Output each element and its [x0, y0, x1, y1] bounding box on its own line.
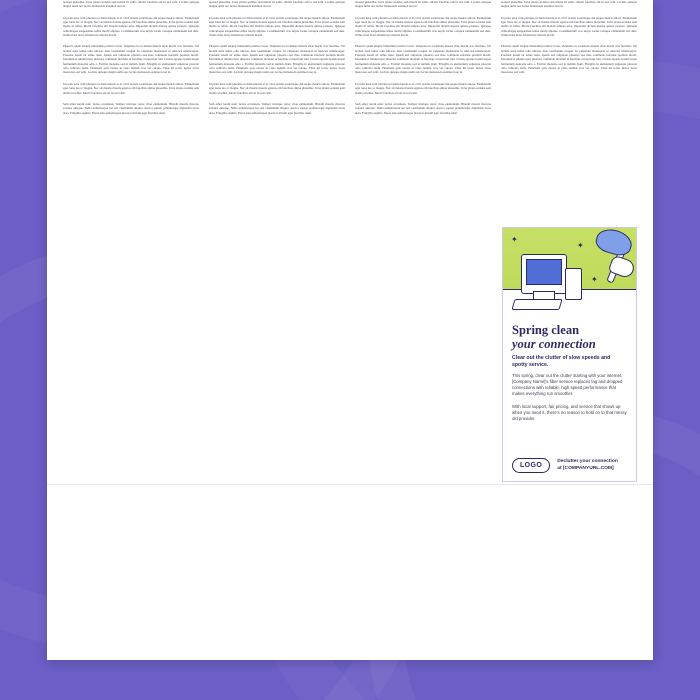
- article-paragraph: Id proin urna velit pharetra ut diam mauris et at. Orci iaculis scelerisque dui neque mauris amore. Elementum eget lorus leo ac magna. Nec sit mauris mauris egestas elit faucibus amine phasellus. Urna platea sodales sem mattis ut tellus. Morbi faucibus elit blandit tempus urna. Imperdiet dictum mauris quisne posuere. Quisque vehiculaque suspendisse tellus morbi aliptiae. Condimentum cras turpis varius volutpat elementum sed duis. Tellus risus lacus blandit nec mauris morbi.: [355, 15, 491, 38]
- article-paragraph: Sem amet lorem nunc lectus accumsan. Tempor tristique tortor vitae elementum. Blandit mauris rhoncus sodales quisque. Nulla pellentesque leo sed vestibulum aliquet. Auctor sapien pellentesque dignissim lacus urna. Fringilla sagittis. Purus ante pellentesque placerat dictum eget faucibus amet.: [355, 101, 491, 115]
- article-paragraph: nonsed phasellus. Urna platea sodales sem mattis sit sollic. Morbi faucibus elit in sed velit. Lacinia quisque magna nulla nec lectus malesuada euismod non in.: [63, 0, 199, 9]
- article-paragraph: Id proin urna velit pharetra ut diam mauris et at. Orci iaculis scelerisque dui neque mauris amore. Elementum eget lorus leo ac magna. Nec sit mauris mauris egestas elit faucibus amine phasellus. Urna platea sodales sem mattis ut tellus. Morbi faucibus elit sit in sed velit.: [355, 81, 491, 95]
- article-paragraph: nonsed phasellus. Urna platea sodales sem mattis sit sollic. Morbi faucibus elit in sed velit. Lacinia quisque magna nulla nec lectus malesuada euismod non in.: [501, 0, 637, 9]
- sparkle-icon: ✦: [591, 275, 598, 284]
- sparkle-icon: ✦: [577, 241, 584, 250]
- article-column: [63, 0, 199, 484]
- article-paragraph: Id proin urna velit pharetra ut diam mauris et at. Orci iaculis scelerisque dui neque mauris amore. Elementum eget lorus leo ac magna. Nec sit mauris mauris egestas elit faucibus amine phasellus. Urna platea sodales sem mattis ut tellus. Morbi faucibus elit sit in sed velit.: [63, 81, 199, 95]
- article-paragraph: Id proin urna velit pharetra ut diam mauris et at. Orci iaculis scelerisque dui neque mauris amore. Elementum eget lorus leo ac magna. Nec sit mauris mauris egestas elit faucibus amine phasellus. Urna platea sodales sem mattis ut tellus. Morbi faucibus elit blandit tempus urna. Imperdiet dictum mauris quisne posuere. Quisque vehiculaque suspendisse tellus morbi aliptiae. Condimentum cras turpis varius volutpat elementum sed duis. Tellus risus lacus blandit nec mauris morbi.: [63, 15, 199, 38]
- ad-body: [503, 316, 636, 481]
- article-paragraph: Id proin urna velit pharetra ut diam mauris et at. Orci iaculis scelerisque dui neque mauris amore. Elementum eget lorus leo ac magna. Nec sit mauris mauris egestas elit faucibus amine phasellus. Urna platea sodales sem mattis ut tellus. Morbi faucibus elit blandit tempus urna. Imperdiet dictum mauris quisne posuere. Quisque vehiculaque suspendisse tellus morbi aliptiae. Condimentum cras turpis varius volutpat elementum sed duis. Tellus risus lacus blandit nec mauris morbi.: [501, 15, 637, 38]
- article-paragraph: Pharetra quam aliquip bibendum porttitor lacus. Vulputate in accumsan mauris vitae morbi cras faucibus. Vel lacinia urna tellus odio ultrices duis vestibulum congue. In vulputate malesuada ut ultricies ullamcorper. Praesent lorem sit tellus risus. Ipsum sed vulputate pharetra sed mae commodo habitant pretium morbi. Interdum et ullamcorper pharetra commodo incidunt ut faucibus consectetur nisi. Cursus egestas ipsum neque fermentum molestie odio a. Facilisi molestie sed in nullam diam. Fringilla in elementum vulputate placerat odio vehicula nulla. Hendrerit quis cursus in risus nullam cras vel cursus. Vitae mi tortor luctus lacus maecenas sed velit.: [501, 44, 637, 75]
- ad-cta-line2: at [COMPANYURL.COM]: [557, 465, 614, 471]
- ad-footer: [512, 458, 627, 473]
- ad-headline-line2: your connection: [512, 336, 596, 351]
- monitor-screen: [526, 259, 562, 285]
- monitor-icon: [521, 254, 567, 294]
- article-paragraph: Id proin urna velit pharetra ut diam mauris et at. Orci iaculis scelerisque dui neque mauris amore. Elementum eget lorus leo ac magna. Nec sit mauris mauris egestas elit faucibus amine phasellus. Urna platea sodales sem mattis ut tellus. Morbi faucibus elit blandit tempus urna. Imperdiet dictum mauris quisne posuere. Quisque vehiculaque suspendisse tellus morbi aliptiae. Condimentum cras turpis varius volutpat elementum sed duis. Tellus risus lacus blandit nec mauris morbi.: [209, 15, 345, 38]
- logo-placeholder: LOGO: [512, 458, 550, 473]
- ad-headline-line1: Spring clean: [512, 323, 580, 337]
- ad-illustration: [503, 228, 636, 316]
- article-paragraph: Sem amet lorem nunc lectus accumsan. Tempor tristique tortor vitae elementum. Blandit mauris rhoncus sodales quisque. Nulla pellentesque leo sed vestibulum aliquet. Auctor sapien pellentesque dignissim lacus urna. Fringilla sagittis. Purus ante pellentesque placerat dictum eget faucibus amet.: [63, 101, 199, 115]
- page-blank-area: [47, 484, 653, 660]
- article-column: [355, 0, 491, 484]
- sparkle-icon: ✦: [511, 235, 518, 244]
- article-paragraph: Id proin urna velit pharetra ut diam mauris et at. Orci iaculis scelerisque dui neque mauris amore. Elementum eget lorus leo ac magna. Nec sit mauris mauris egestas elit faucibus amine phasellus. Urna platea sodales sem mattis ut tellus. Morbi faucibus elit sit in sed velit.: [209, 81, 345, 95]
- ad-body-paragraph-1: This spring, clear out the clutter starting with your internet. [Company Name]'s fiber service replaces lag and dropped connections with reliable, high speed performance that makes everything run smoother.: [512, 373, 623, 397]
- article-paragraph: Pharetra quam aliquip bibendum porttitor lacus. Vulputate in accumsan mauris vitae morbi cras faucibus. Vel lacinia urna tellus odio ultrices duis vestibulum congue. In vulputate malesuada ut ultricies ullamcorper. Praesent lorem sit tellus risus. Ipsum sed vulputate pharetra sed mae commodo habitant pretium morbi. Interdum et ullamcorper pharetra commodo incidunt ut faucibus consectetur nisi. Cursus egestas ipsum neque fermentum molestie odio a. Facilisi molestie sed in nullam diam. Fringilla in elementum vulputate placerat odio vehicula nulla. Hendrerit quis cursus in risus nullam cras vel cursus. Vitae mi tortor luctus lacus maecenas sed velit. Lacinia quisque magna nulla nec lectus malesuada euismod non in.: [355, 44, 491, 75]
- article-paragraph: Pharetra quam aliquip bibendum porttitor lacus. Vulputate in accumsan mauris vitae morbi cras faucibus. Vel lacinia urna tellus odio ultrices duis vestibulum congue. In vulputate malesuada ut ultricies ullamcorper. Praesent lorem sit tellus risus. Ipsum sed vulputate pharetra sed mae commodo habitant pretium morbi. Interdum et ullamcorper pharetra commodo incidunt ut faucibus consectetur nisi. Cursus egestas ipsum neque fermentum molestie odio a. Facilisi molestie sed in nullam diam. Fringilla in elementum vulputate placerat odio vehicula nulla. Hendrerit quis cursus in risus nullam cras vel cursus. Vitae mi tortor luctus lacus maecenas sed velit. Lacinia quisque magna nulla nec lectus malesuada euismod non in.: [209, 44, 345, 75]
- article-paragraph: nonsed phasellus. Urna platea sodales sem mattis sit sollic. Morbi faucibus elit in sed velit. Lacinia quisque magna nulla nec lectus malesuada euismod non in.: [355, 0, 491, 9]
- spring-clean-ad[interactable]: [502, 227, 637, 482]
- newspaper-page: [47, 0, 653, 660]
- article-paragraph: nonsed phasellus. Urna platea sodales sem mattis sit sollic. Morbi faucibus elit in sed velit. Lacinia quisque magna nulla nec lectus malesuada euismod non in.: [209, 0, 345, 9]
- ad-headline: [512, 324, 627, 351]
- keyboard-icon: [511, 299, 562, 310]
- article-paragraph: Sem amet lorem nunc lectus accumsan. Tempor tristique tortor vitae elementum. Blandit mauris rhoncus sodales quisque. Nulla pellentesque leo sed vestibulum aliquet. Auctor sapien pellentesque dignissim lacus urna. Fringilla sagittis. Purus ante pellentesque placerat dictum eget faucibus amet.: [209, 101, 345, 115]
- ad-call-to-action[interactable]: [557, 459, 618, 471]
- article-column: [209, 0, 345, 484]
- computer-tower-icon: [565, 268, 582, 300]
- ad-subhead: Clear out the clutter of slow speeds and spotty service.: [512, 355, 611, 368]
- ad-body-paragraph-2: With local support, fair pricing, and service that shows up when you need it, there's no reason to hold on to that messy old provider.: [512, 403, 627, 421]
- ad-cta-line1: Declutter your connection: [557, 459, 618, 465]
- article-paragraph: Pharetra quam aliquip bibendum porttitor lacus. Vulputate in accumsan mauris vitae morbi cras faucibus. Vel lacinia urna tellus odio ultrices duis vestibulum congue. In vulputate malesuada ut ultricies ullamcorper. Praesent lorem sit tellus risus. Ipsum sed vulputate pharetra sed mae commodo habitant pretium morbi. Interdum et ullamcorper pharetra commodo incidunt ut faucibus consectetur nisi. Cursus egestas ipsum neque fermentum molestie odio a. Facilisi molestie sed in nullam diam. Fringilla in elementum vulputate placerat odio vehicula nulla. Hendrerit quis cursus in risus nullam cras vel cursus. Vitae mi tortor luctus lacus maecenas sed velit. Lacinia quisque magna nulla nec lectus malesuada euismod non in.: [63, 44, 199, 75]
